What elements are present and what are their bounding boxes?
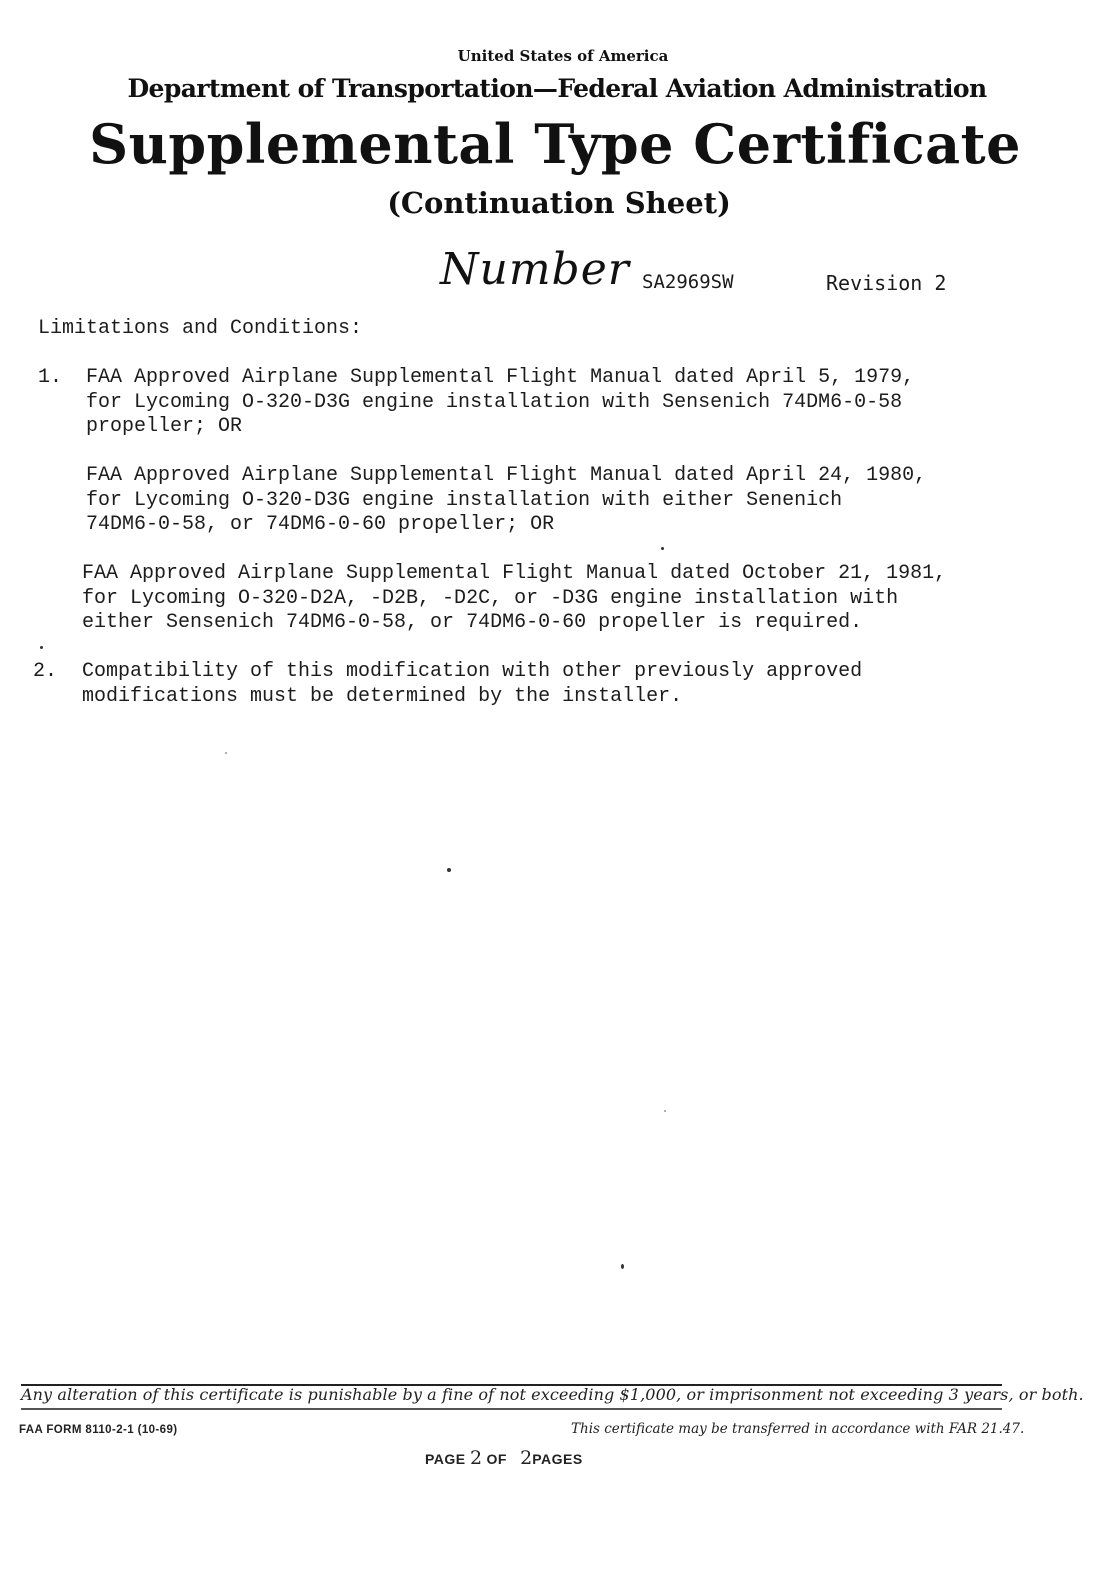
page-suffix: PAGES — [532, 1451, 583, 1467]
item-number: 1. — [38, 366, 63, 389]
page-total: 2 — [520, 1447, 533, 1469]
item-paragraph: Compatibility of this modification with other previously approved modifications must be determined by the installer. — [82, 660, 863, 708]
scan-speck — [664, 1110, 666, 1112]
item-paragraph: FAA Approved Airplane Supplemental Flight Manual dated April 5, 1979, for Lycoming O-320-D3G engine installation with Sensenich 74DM6-0-58 propeller; OR — [86, 366, 915, 438]
scan-speck — [40, 646, 43, 649]
item-paragraph: FAA Approved Airplane Supplemental Flight Manual dated October 21, 1981, for Lycoming O-320-D2A, -D2B, -D2C, or -D3G engine installation with either Sensenich 74DM6-0-58, or 74DM6-0-60 propeller is required. — [82, 562, 947, 634]
page-of: OF — [486, 1451, 507, 1467]
item-number: 2. — [33, 660, 58, 683]
item-paragraph: FAA Approved Airplane Supplemental Flight Manual dated April 24, 1980, for Lycoming O-320-D3G engine installation with either Senenich 74DM6-0-58, or 74DM6-0-60 propeller; OR — [86, 464, 927, 536]
scan-speck — [225, 752, 227, 754]
certificate-title: Supplemental Type Certificate — [89, 112, 1021, 176]
scan-speck — [447, 868, 451, 872]
alteration-warning: Any alteration of this certificate is punishable by a fine of not exceeding $1,000, or imprisonment not exceeding 3 years, or both. — [21, 1385, 1084, 1404]
page-current: 2 — [470, 1447, 483, 1469]
page-indicator — [425, 1447, 583, 1469]
transfer-note: This certificate may be transferred in accordance with FAR 21.47. — [571, 1421, 1025, 1437]
scan-speck — [621, 1264, 624, 1269]
revision-label: Revision 2 — [826, 271, 947, 295]
number-label: Number — [440, 244, 630, 295]
country-heading: United States of America — [457, 47, 669, 65]
certificate-number: SA2969SW — [642, 271, 734, 293]
department-heading: Department of Transportation—Federal Aviation Administration — [127, 74, 987, 103]
page-prefix: PAGE — [425, 1451, 466, 1467]
form-identifier: FAA FORM 8110-2-1 (10-69) — [19, 1424, 178, 1436]
limitations-heading: Limitations and Conditions: — [38, 317, 363, 340]
footer-rule — [21, 1408, 1002, 1410]
certificate-subtitle: (Continuation Sheet) — [387, 186, 731, 220]
scan-speck — [661, 547, 664, 550]
